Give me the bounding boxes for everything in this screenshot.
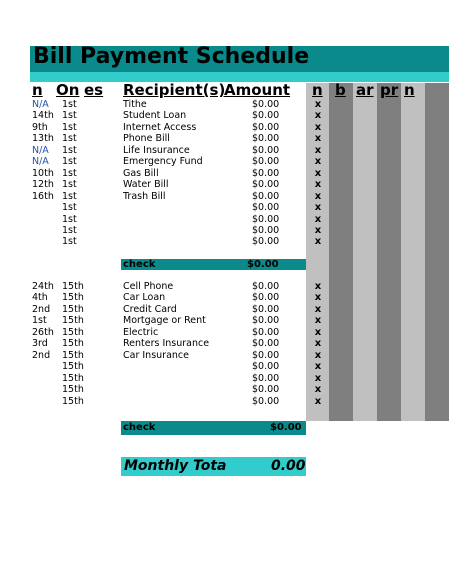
- paid-mark: x: [314, 156, 322, 168]
- paid-mark: x: [314, 372, 322, 384]
- amount: $0.00: [252, 224, 280, 236]
- recipient: Emergency Fund: [123, 156, 203, 168]
- amount: $0.00: [252, 292, 280, 304]
- due-day: 14th: [32, 110, 54, 122]
- amount: $0.00: [252, 110, 280, 122]
- header-month-1: n: [312, 81, 323, 99]
- pay-on: 1st: [62, 110, 77, 122]
- due-day: 26th: [32, 326, 54, 338]
- amount: $0.00: [252, 361, 280, 373]
- recipient: Mortgage or Rent: [123, 315, 206, 327]
- pay-on: 1st: [62, 99, 77, 110]
- pay-on: 1st: [62, 133, 77, 145]
- paid-mark: x: [314, 224, 322, 236]
- recipient: Gas Bill: [123, 167, 159, 179]
- header-amount: Amount: [224, 81, 291, 99]
- due-day: N/A: [32, 156, 49, 168]
- paid-mark: x: [314, 167, 322, 179]
- pay-on: 1st: [62, 167, 77, 179]
- paid-mark: x: [314, 361, 322, 373]
- pay-on: 15th: [62, 315, 84, 327]
- recipient: Car Insurance: [123, 349, 189, 361]
- check-value-1: $0.00: [247, 259, 279, 270]
- amount: $0.00: [252, 303, 280, 315]
- pay-on: 1st: [62, 156, 77, 168]
- recipient: Renters Insurance: [123, 338, 210, 350]
- recipient: Tithe: [123, 99, 147, 110]
- due-day: 9th: [32, 121, 48, 133]
- amount: $0.00: [252, 121, 280, 133]
- paid-mark: x: [314, 384, 322, 396]
- recipient: Cell Phone: [123, 281, 174, 292]
- paid-mark: x: [314, 110, 322, 122]
- pay-on: 1st: [62, 213, 77, 225]
- amount: $0.00: [252, 202, 280, 214]
- pay-on: 1st: [62, 202, 77, 214]
- paid-mark: x: [314, 179, 322, 191]
- amount: $0.00: [252, 372, 280, 384]
- amount: $0.00: [252, 384, 280, 396]
- paid-mark: x: [314, 281, 322, 292]
- header-es: es: [84, 81, 104, 99]
- amount: $0.00: [252, 395, 280, 407]
- amount: $0.00: [252, 133, 280, 145]
- header-on: On: [56, 81, 80, 99]
- pay-on: 15th: [62, 303, 84, 315]
- due-day: 12th: [32, 179, 54, 191]
- paid-mark: x: [314, 133, 322, 145]
- amount: $0.00: [252, 236, 280, 248]
- page-title: Bill Payment Schedule: [33, 44, 310, 69]
- check-value-2: $0.00: [270, 422, 302, 433]
- amount: $0.00: [252, 281, 280, 292]
- pay-on: 15th: [62, 361, 84, 373]
- due-day: 16th: [32, 190, 54, 202]
- paid-mark: x: [314, 202, 322, 214]
- recipient: Credit Card: [123, 303, 177, 315]
- pay-on: 1st: [62, 236, 77, 248]
- paid-mark: x: [314, 338, 322, 350]
- due-day: N/A: [32, 144, 49, 156]
- pay-on: 15th: [62, 395, 84, 407]
- amount: $0.00: [252, 315, 280, 327]
- recipient: Electric: [123, 326, 159, 338]
- header-month-4: pr: [380, 81, 399, 99]
- month-column-5: [401, 83, 425, 421]
- pay-on: 15th: [62, 338, 84, 350]
- recipient: Car Loan: [123, 292, 166, 304]
- due-day: 13th: [32, 133, 54, 145]
- recipient: Internet Access: [123, 121, 197, 133]
- recipient: Water Bill: [123, 179, 169, 191]
- paid-mark: x: [314, 190, 322, 202]
- month-column-4: [377, 83, 401, 421]
- pay-on: 15th: [62, 372, 84, 384]
- paid-mark: x: [314, 144, 322, 156]
- amount: $0.00: [252, 156, 280, 168]
- paid-mark: x: [314, 303, 322, 315]
- paid-mark: x: [314, 395, 322, 407]
- month-column-3: [353, 83, 377, 421]
- pay-on: 15th: [62, 384, 84, 396]
- amount: $0.00: [252, 144, 280, 156]
- pay-on: 15th: [62, 326, 84, 338]
- month-column-6: [425, 83, 449, 421]
- pay-on: 15th: [62, 292, 84, 304]
- pay-on: 15th: [62, 281, 84, 292]
- recipient: Student Loan: [123, 110, 187, 122]
- paid-mark: x: [314, 292, 322, 304]
- pay-on: 15th: [62, 349, 84, 361]
- pay-on: 1st: [62, 190, 77, 202]
- paid-mark: x: [314, 213, 322, 225]
- paid-mark: x: [314, 349, 322, 361]
- monthly-total-value: 0.00: [271, 458, 306, 474]
- amount: $0.00: [252, 326, 280, 338]
- pay-on: 1st: [62, 179, 77, 191]
- header-n: n: [32, 81, 43, 99]
- due-day: 4th: [32, 292, 48, 304]
- amount: $0.00: [252, 167, 280, 179]
- amount: $0.00: [252, 349, 280, 361]
- due-day: 2nd: [32, 303, 51, 315]
- pay-on: 1st: [62, 121, 77, 133]
- amount: $0.00: [252, 179, 280, 191]
- due-day: 24th: [32, 281, 54, 292]
- due-day: 10th: [32, 167, 54, 179]
- paid-mark: x: [314, 99, 322, 110]
- due-day: 1st: [32, 315, 47, 327]
- recipient: Life Insurance: [123, 144, 190, 156]
- header-recipients: Recipient(s): [123, 81, 226, 99]
- paid-mark: x: [314, 326, 322, 338]
- paid-mark: x: [314, 315, 322, 327]
- due-day: 3rd: [32, 338, 48, 350]
- paid-mark: x: [314, 236, 322, 248]
- monthly-total-label: Monthly Tota: [124, 458, 227, 474]
- amount: $0.00: [252, 99, 280, 110]
- pay-on: 1st: [62, 144, 77, 156]
- amount: $0.00: [252, 190, 280, 202]
- paid-mark: x: [314, 121, 322, 133]
- amount: $0.00: [252, 338, 280, 350]
- header-month-3: ar: [356, 81, 374, 99]
- check-label-2: check: [123, 422, 156, 433]
- amount: $0.00: [252, 213, 280, 225]
- recipient: Phone Bill: [123, 133, 170, 145]
- pay-on: 1st: [62, 224, 77, 236]
- header-month-5: n: [404, 81, 415, 99]
- header-month-2: b: [335, 81, 346, 99]
- due-day: 2nd: [32, 349, 51, 361]
- check-label-1: check: [123, 259, 156, 270]
- recipient: Trash Bill: [123, 190, 166, 202]
- due-day: N/A: [32, 99, 49, 110]
- month-column-2: [329, 83, 353, 421]
